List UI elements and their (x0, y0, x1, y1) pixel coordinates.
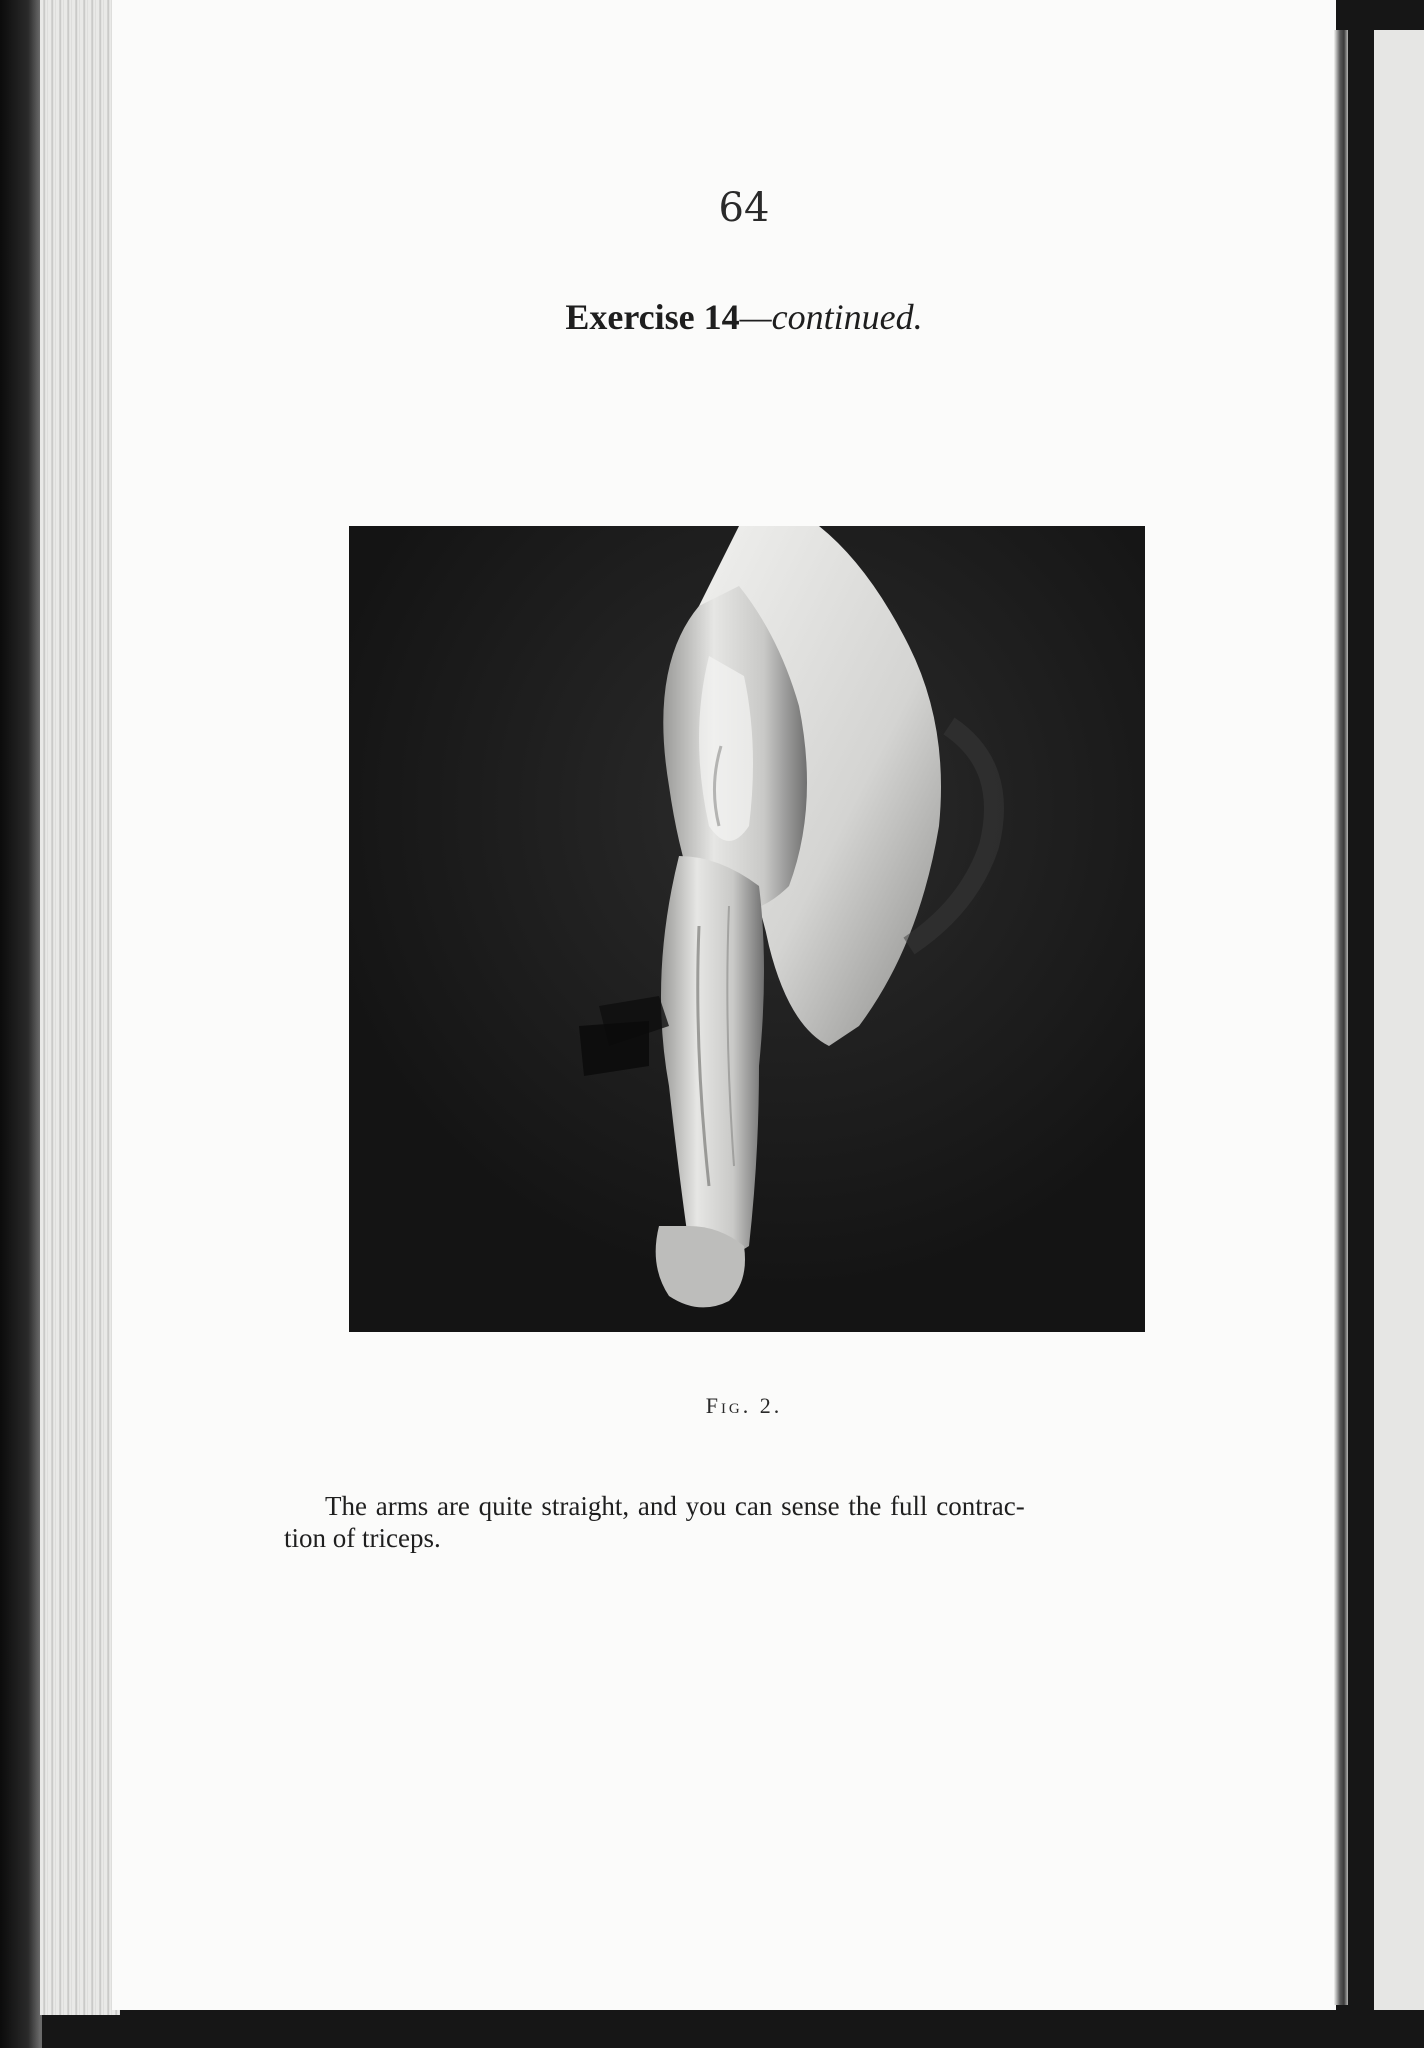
facing-page-edge (1374, 30, 1424, 2010)
book-page (112, 0, 1336, 2010)
book-cover-edge (0, 0, 42, 2048)
stacked-page-edges (40, 0, 120, 2015)
exercise-heading (112, 296, 1376, 338)
body-line-2: tion of triceps. (284, 1523, 441, 1553)
fist-shape (656, 1226, 745, 1307)
body-line-1: The arms are quite straight, and you can sense the full contrac- (325, 1491, 1025, 1521)
body-paragraph (284, 1490, 1324, 1554)
page-number: 64 (718, 185, 770, 231)
figure-caption: Fig. 2. (705, 1393, 783, 1418)
triceps-photograph (349, 526, 1145, 1332)
heading-title: Exercise 14 (565, 297, 740, 337)
book-gutter (1334, 30, 1348, 2005)
heading-continued: —continued. (739, 297, 923, 337)
triceps-highlight (699, 656, 753, 841)
